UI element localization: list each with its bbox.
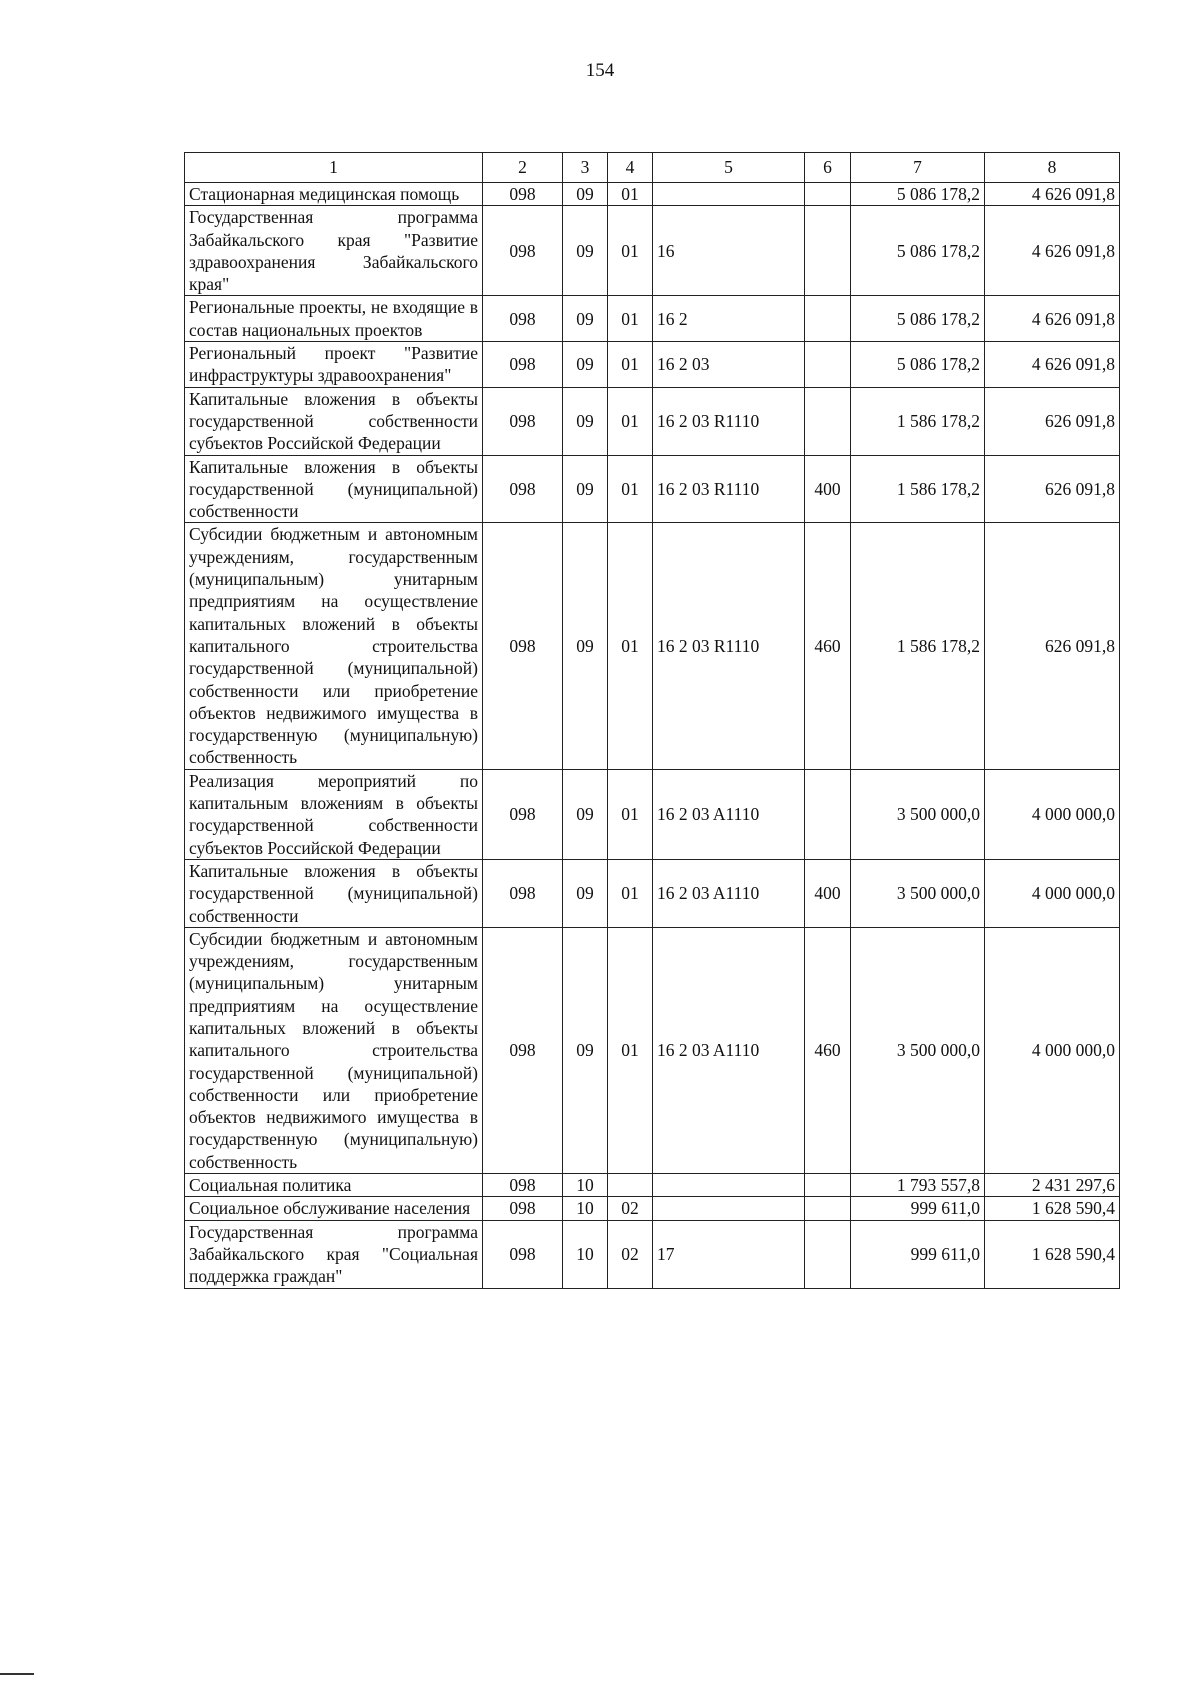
subsection-code: 02 (608, 1197, 653, 1220)
target-article-code: 16 2 03 A1110 (653, 859, 805, 927)
table-row (185, 183, 1120, 206)
amount-col8: 4 000 000,0 (985, 769, 1120, 859)
expense-type-code (805, 1197, 851, 1220)
budget-table (184, 152, 1120, 1289)
ministry-code: 098 (483, 296, 563, 342)
section-code: 09 (563, 387, 608, 455)
section-code: 10 (563, 1174, 608, 1197)
subsection-code: 01 (608, 206, 653, 296)
section-code: 09 (563, 859, 608, 927)
page-number: 154 (585, 60, 615, 81)
table-row (185, 455, 1120, 523)
subsection-code: 01 (608, 183, 653, 206)
header-cell: 8 (985, 153, 1120, 183)
subsection-code: 01 (608, 859, 653, 927)
header-cell: 4 (608, 153, 653, 183)
ministry-code: 098 (483, 206, 563, 296)
table-row (185, 206, 1120, 296)
header-cell: 6 (805, 153, 851, 183)
target-article-code (653, 1197, 805, 1220)
section-code: 09 (563, 455, 608, 523)
ministry-code: 098 (483, 342, 563, 388)
expense-type-code (805, 1220, 851, 1288)
ministry-code: 098 (483, 523, 563, 769)
expense-type-code: 460 (805, 927, 851, 1173)
ministry-code: 098 (483, 769, 563, 859)
amount-col8: 1 628 590,4 (985, 1197, 1120, 1220)
expense-type-code (805, 342, 851, 388)
ministry-code: 098 (483, 183, 563, 206)
amount-col8: 626 091,8 (985, 387, 1120, 455)
row-name: Капитальные вложения в объекты государственной собственности субъектов Российской Федерации (185, 387, 483, 455)
table-header-row (185, 153, 1120, 183)
expense-type-code (805, 206, 851, 296)
table-row (185, 342, 1120, 388)
header-cell: 1 (185, 153, 483, 183)
header-cell: 3 (563, 153, 608, 183)
amount-col7: 1 586 178,2 (851, 523, 985, 769)
amount-col8: 626 091,8 (985, 455, 1120, 523)
table-row (185, 523, 1120, 769)
section-code: 10 (563, 1197, 608, 1220)
subsection-code: 01 (608, 387, 653, 455)
section-code: 09 (563, 342, 608, 388)
row-name: Капитальные вложения в объекты государственной (муниципальной) собственности (185, 859, 483, 927)
ministry-code: 098 (483, 1220, 563, 1288)
section-code: 09 (563, 183, 608, 206)
scan-edge-mark (0, 1673, 34, 1675)
target-article-code: 16 2 03 A1110 (653, 769, 805, 859)
table-row (185, 1174, 1120, 1197)
section-code: 09 (563, 927, 608, 1173)
amount-col8: 1 628 590,4 (985, 1220, 1120, 1288)
ministry-code: 098 (483, 927, 563, 1173)
section-code: 10 (563, 1220, 608, 1288)
row-name: Региональные проекты, не входящие в состав национальных проектов (185, 296, 483, 342)
amount-col8: 4 000 000,0 (985, 927, 1120, 1173)
table-row (185, 769, 1120, 859)
expense-type-code (805, 296, 851, 342)
amount-col7: 1 586 178,2 (851, 455, 985, 523)
row-name: Стационарная медицинская помощь (185, 183, 483, 206)
row-name: Капитальные вложения в объекты государственной (муниципальной) собственности (185, 455, 483, 523)
target-article-code: 16 2 03 R1110 (653, 523, 805, 769)
amount-col7: 999 611,0 (851, 1220, 985, 1288)
expense-type-code (805, 1174, 851, 1197)
section-code: 09 (563, 296, 608, 342)
expense-type-code (805, 183, 851, 206)
target-article-code: 16 2 03 (653, 342, 805, 388)
amount-col8: 4 626 091,8 (985, 183, 1120, 206)
row-name: Реализация мероприятий по капитальным вложениям в объекты государственной собственности субъектов Российской Федерации (185, 769, 483, 859)
row-name: Социальное обслуживание населения (185, 1197, 483, 1220)
expense-type-code (805, 769, 851, 859)
amount-col8: 4 000 000,0 (985, 859, 1120, 927)
table-row (185, 859, 1120, 927)
section-code: 09 (563, 206, 608, 296)
row-name: Государственная программа Забайкальского края "Развитие здравоохранения Забайкальского края" (185, 206, 483, 296)
row-name: Государственная программа Забайкальского края "Социальная поддержка граждан" (185, 1220, 483, 1288)
amount-col7: 999 611,0 (851, 1197, 985, 1220)
amount-col7: 3 500 000,0 (851, 859, 985, 927)
table-row (185, 1197, 1120, 1220)
amount-col8: 4 626 091,8 (985, 342, 1120, 388)
section-code: 09 (563, 523, 608, 769)
ministry-code: 098 (483, 387, 563, 455)
subsection-code (608, 1174, 653, 1197)
table-row (185, 387, 1120, 455)
header-cell: 2 (483, 153, 563, 183)
target-article-code (653, 183, 805, 206)
subsection-code: 01 (608, 342, 653, 388)
amount-col7: 5 086 178,2 (851, 183, 985, 206)
amount-col8: 4 626 091,8 (985, 296, 1120, 342)
amount-col8: 4 626 091,8 (985, 206, 1120, 296)
subsection-code: 01 (608, 769, 653, 859)
expense-type-code: 460 (805, 523, 851, 769)
amount-col8: 2 431 297,6 (985, 1174, 1120, 1197)
amount-col7: 3 500 000,0 (851, 927, 985, 1173)
target-article-code: 16 2 03 R1110 (653, 455, 805, 523)
ministry-code: 098 (483, 1174, 563, 1197)
header-cell: 5 (653, 153, 805, 183)
row-name: Субсидии бюджетным и автономным учреждениям, государственным (муниципальным) унитарным предприятиям на осуществление капитальных вложений в объекты капитального строительства государственной (муниципальной) собственности или приобретение объектов недвижимого имущества в государственную (муниципальную) собственность (185, 927, 483, 1173)
table-row (185, 927, 1120, 1173)
ministry-code: 098 (483, 455, 563, 523)
target-article-code: 16 2 (653, 296, 805, 342)
table-row (185, 296, 1120, 342)
ministry-code: 098 (483, 859, 563, 927)
subsection-code: 01 (608, 296, 653, 342)
amount-col7: 1 586 178,2 (851, 387, 985, 455)
target-article-code (653, 1174, 805, 1197)
target-article-code: 17 (653, 1220, 805, 1288)
row-name: Региональный проект "Развитие инфраструктуры здравоохранения" (185, 342, 483, 388)
expense-type-code (805, 387, 851, 455)
amount-col7: 5 086 178,2 (851, 206, 985, 296)
subsection-code: 02 (608, 1220, 653, 1288)
amount-col7: 5 086 178,2 (851, 296, 985, 342)
subsection-code: 01 (608, 523, 653, 769)
amount-col7: 3 500 000,0 (851, 769, 985, 859)
subsection-code: 01 (608, 455, 653, 523)
amount-col7: 1 793 557,8 (851, 1174, 985, 1197)
amount-col7: 5 086 178,2 (851, 342, 985, 388)
table-row (185, 1220, 1120, 1288)
row-name: Субсидии бюджетным и автономным учреждениям, государственным (муниципальным) унитарным предприятиям на осуществление капитальных вложений в объекты капитального строительства государственной (муниципальной) собственности или приобретение объектов недвижимого имущества в государственную (муниципальную) собственность (185, 523, 483, 769)
target-article-code: 16 2 03 R1110 (653, 387, 805, 455)
amount-col8: 626 091,8 (985, 523, 1120, 769)
row-name: Социальная политика (185, 1174, 483, 1197)
header-cell: 7 (851, 153, 985, 183)
expense-type-code: 400 (805, 859, 851, 927)
target-article-code: 16 (653, 206, 805, 296)
ministry-code: 098 (483, 1197, 563, 1220)
section-code: 09 (563, 769, 608, 859)
subsection-code: 01 (608, 927, 653, 1173)
target-article-code: 16 2 03 A1110 (653, 927, 805, 1173)
expense-type-code: 400 (805, 455, 851, 523)
